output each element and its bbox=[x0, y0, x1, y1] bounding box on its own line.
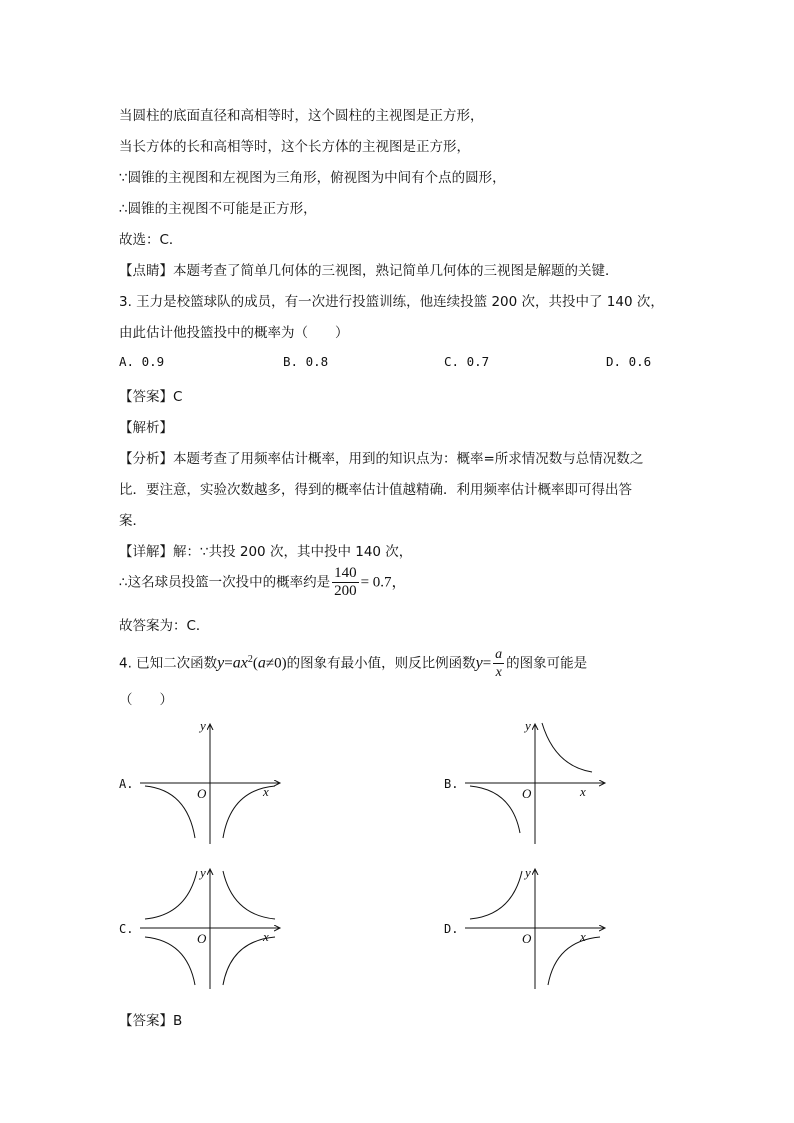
fraction-denominator: x bbox=[495, 665, 502, 680]
curve-branch bbox=[145, 937, 195, 985]
math-op: ) bbox=[281, 655, 287, 672]
text-line: 【点睛】本题考查了简单几何体的三视图，熟记简单几何体的三视图是解题的关键． bbox=[119, 263, 619, 279]
option-a: A. 0.9 bbox=[119, 354, 165, 369]
y-axis-label: y bbox=[200, 865, 206, 880]
y-axis-label: y bbox=[525, 718, 531, 733]
math-op: ( bbox=[252, 655, 258, 672]
curve-branch bbox=[145, 786, 195, 838]
origin-label: O bbox=[522, 931, 532, 946]
x-axis-label: x bbox=[580, 784, 586, 799]
text-line: 故选：C． bbox=[119, 232, 183, 248]
option-c: C. 0.7 bbox=[444, 354, 490, 369]
graph-a bbox=[135, 718, 290, 848]
stem-text: 的图象可能是 bbox=[506, 655, 588, 672]
question-4-paren: （ ） bbox=[119, 692, 173, 708]
graph-option-b-label: B. bbox=[444, 777, 459, 791]
question-3-stem: 3. 王力是校篮球队的成员，有一次进行投篮训练，他连续投篮 200 次，共投中了 140 次， bbox=[119, 294, 664, 310]
conclusion: 故答案为：C． bbox=[119, 618, 210, 634]
answer: 【答案】B bbox=[119, 1013, 183, 1029]
math-var: a bbox=[257, 654, 266, 672]
curve-branch bbox=[145, 871, 197, 919]
math-var: a bbox=[232, 654, 241, 672]
graph-option-d-label: D. bbox=[444, 922, 459, 936]
question-4-stem bbox=[119, 646, 587, 681]
math-exponent: 2 bbox=[247, 654, 253, 665]
fraction-denominator: 200 bbox=[334, 583, 357, 599]
curve-branch bbox=[542, 723, 592, 772]
stem-text: 的图象有最小值，则反比例函数 bbox=[286, 655, 476, 672]
math-var: y bbox=[475, 654, 483, 672]
curve-branch bbox=[223, 871, 275, 919]
curve-branch bbox=[470, 871, 522, 919]
origin-label: O bbox=[197, 786, 207, 801]
math-op: ≠ bbox=[265, 655, 275, 672]
origin-label: O bbox=[197, 931, 207, 946]
analysis-text: 案． bbox=[119, 513, 146, 529]
graph-option-c-label: C. bbox=[119, 922, 134, 936]
y-axis-label: y bbox=[200, 718, 206, 733]
math-op: = bbox=[224, 655, 233, 672]
detail-equation bbox=[119, 565, 407, 600]
graph-b bbox=[460, 718, 615, 848]
stem-text: 4. 已知二次函数 bbox=[119, 655, 218, 672]
math-var: y bbox=[217, 654, 225, 672]
x-axis-label: x bbox=[263, 929, 269, 944]
option-d: D. 0.6 bbox=[606, 354, 652, 369]
equation-result: = 0.7， bbox=[360, 574, 407, 591]
fraction bbox=[332, 565, 359, 600]
detail-text: ∴这名球员投篮一次投中的概率约是 bbox=[119, 574, 331, 591]
graph-d bbox=[460, 863, 615, 993]
text-line: ∴圆锥的主视图不可能是正方形， bbox=[119, 201, 317, 217]
answer: 【答案】C bbox=[119, 389, 183, 405]
origin-label: O bbox=[522, 786, 532, 801]
curve-branch bbox=[470, 786, 520, 833]
option-b: B. 0.8 bbox=[283, 354, 329, 369]
curve-branch bbox=[223, 937, 275, 985]
text-line: 当长方体的长和高相等时，这个长方体的主视图是正方形， bbox=[119, 139, 470, 155]
curve-branch bbox=[548, 937, 600, 985]
x-axis-label: x bbox=[580, 929, 586, 944]
fraction bbox=[493, 646, 504, 681]
analysis-text: 比．要注意，实验次数越多，得到的概率估计值越精确．利用频率估计概率即可得出答 bbox=[119, 482, 632, 498]
y-axis-label: y bbox=[525, 865, 531, 880]
analysis-heading: 【解析】 bbox=[119, 420, 173, 436]
math-var: x bbox=[240, 654, 248, 672]
fraction-numerator: 140 bbox=[334, 565, 357, 581]
fraction-numerator: a bbox=[495, 647, 503, 662]
x-axis-label: x bbox=[263, 784, 269, 799]
text-line: 当圆柱的底面直径和高相等时，这个圆柱的主视图是正方形， bbox=[119, 108, 484, 124]
analysis-text: 【分析】本题考查了用频率估计概率，用到的知识点为：概率=所求情况数与总情况数之 bbox=[119, 451, 644, 467]
math-num: 0 bbox=[274, 655, 282, 672]
graph-option-a-label: A. bbox=[119, 777, 134, 791]
math-op: = bbox=[482, 655, 492, 672]
text-line: ∵圆锥的主视图和左视图为三角形，俯视图为中间有个点的圆形， bbox=[119, 170, 506, 186]
graph-c bbox=[135, 863, 290, 993]
detail-text: 【详解】解：∵共投 200 次，其中投中 140 次， bbox=[119, 544, 413, 560]
question-3-stem: 由此估计他投篮投中的概率为（ ） bbox=[119, 325, 349, 341]
